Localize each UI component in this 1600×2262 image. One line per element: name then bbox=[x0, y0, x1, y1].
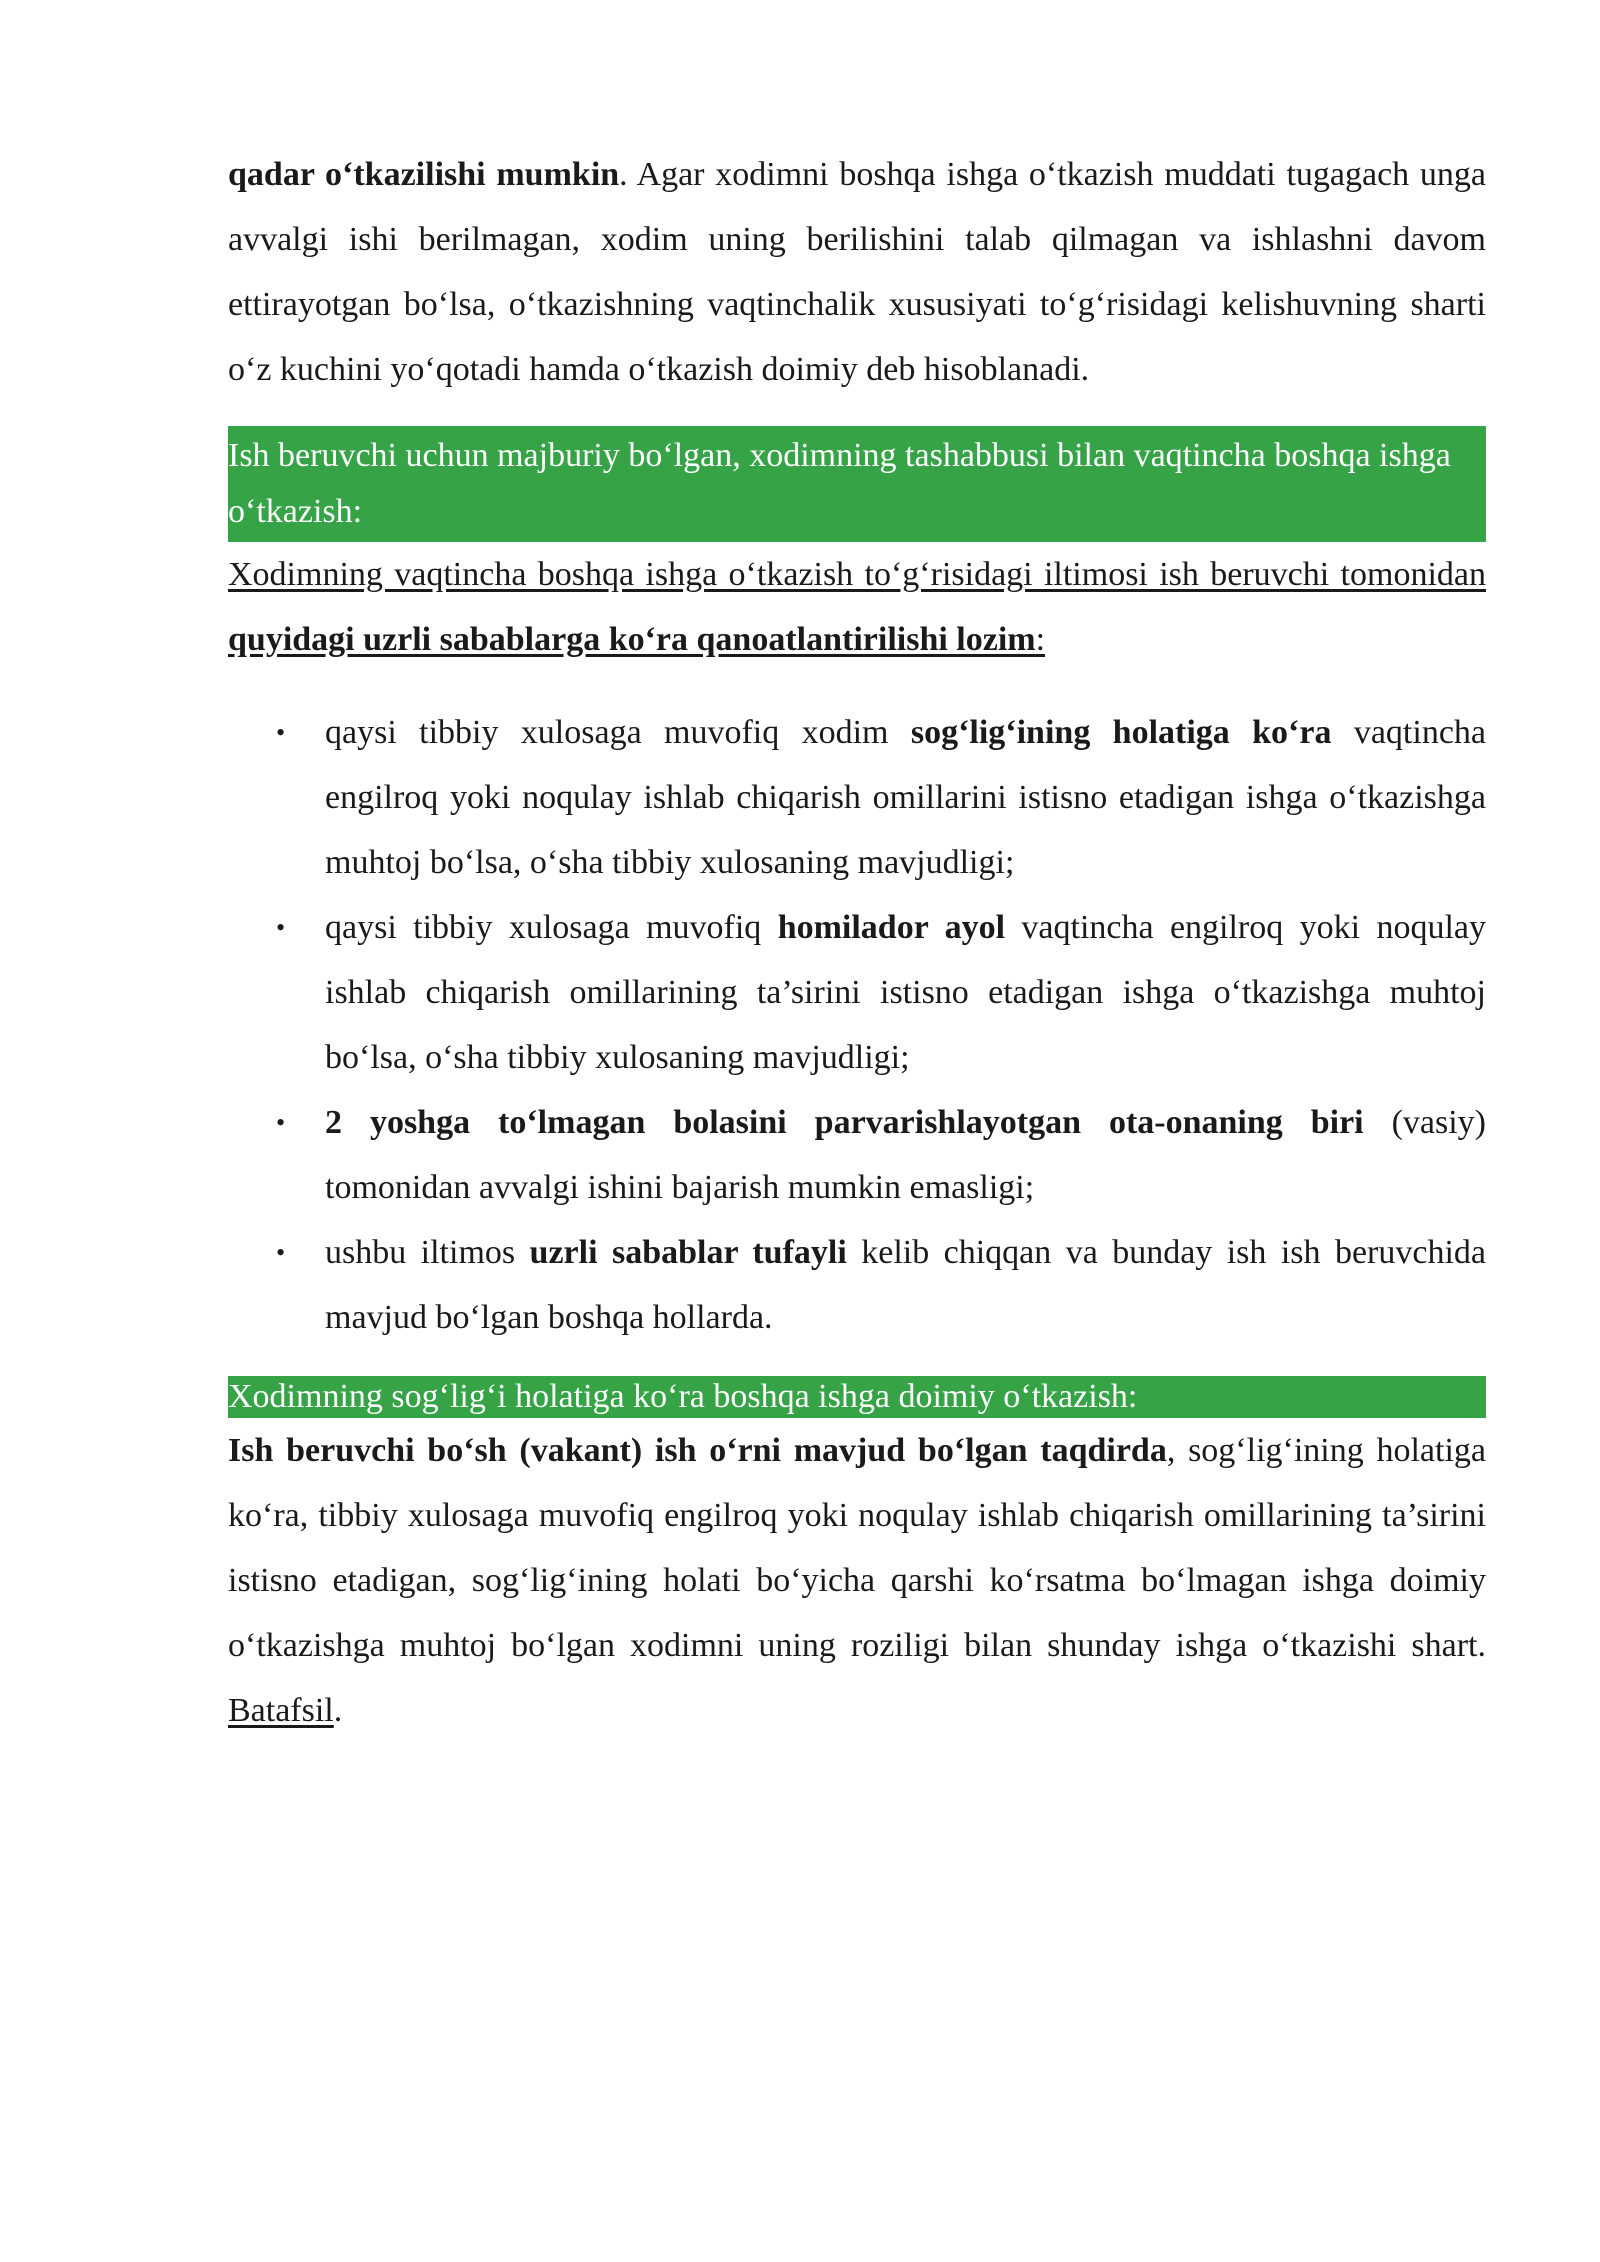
list-item bbox=[228, 895, 1486, 1090]
list-item bbox=[228, 700, 1486, 895]
list-item-text: vaqtincha engilroq yoki noqulay ishlab chiqarish omillarini istisno etadigan ishga o‘tkazishga muhtoj bo‘lsa, o‘sha tibbiy xulosaning mavjudligi; bbox=[325, 714, 1487, 881]
list-item bbox=[228, 1090, 1486, 1220]
paragraph-body: , sog‘lig‘ining holatiga ko‘ra, tibbiy xulosaga muvofiq engilroq yoki noqulay ishlab chiqarish omillarining ta’sirini istisno etadigan, sog‘lig‘ining holati bo‘yicha qarshi ko‘rsatma bo‘lmagan ishga doimiy o‘tkazishga muhtoj bo‘lgan xodimni uning roziligi bilan shunday ishga o‘tkazishi shart. bbox=[228, 1432, 1486, 1664]
section-heading-temporary-transfer bbox=[228, 426, 1486, 542]
bullet-icon: • bbox=[276, 913, 286, 942]
list-item bbox=[228, 1220, 1486, 1350]
underlined-text: Xodimning vaqtincha boshqa ishga o‘tkazish to‘g‘risidagi iltimosi ish beruvchi tomonidan bbox=[228, 556, 1486, 593]
list-item-text: qaysi tibbiy xulosaga muvofiq bbox=[325, 909, 778, 946]
list-item-text: kelib chiqqan va bunday ish ish beruvchida mavjud bo‘lgan boshqa hollarda. bbox=[325, 1234, 1486, 1336]
paragraph-body: . Agar xodimni boshqa ishga o‘tkazish muddati tugagach unga avvalgi ishi berilmagan, xodim uning berilishini talab qilmagan va ishlashni davom ettirayotgan bo‘lsa, o‘tkazishning vaqtinchalik xususiyati to‘g‘risidagi kelishuvning sharti o‘z kuchini yo‘qotadi hamda o‘tkazish doimiy deb hisoblanadi. bbox=[228, 156, 1486, 388]
list-item-bold: sog‘lig‘ining holatiga ko‘ra bbox=[910, 714, 1332, 751]
list-item-text: (vasiy) tomonidan avvalgi ishini bajarish mumkin emasligi; bbox=[325, 1104, 1486, 1206]
bold-underlined-text: quyidagi uzrli sabablarga ko‘ra qanoatlantirilishi lozim bbox=[228, 621, 1036, 658]
bold-lead: Ish beruvchi bo‘sh (vakant) ish o‘rni mavjud bo‘lgan taqdirda bbox=[228, 1432, 1167, 1469]
bullet-icon: • bbox=[276, 718, 286, 747]
list-item-text: vaqtincha engilroq yoki noqulay ishlab chiqarish omillarining ta’sirini istisno etadigan ishga o‘tkazishga muhtoj bo‘lsa, o‘sha tibbiy xulosaning mavjudligi; bbox=[325, 909, 1486, 1076]
details-link[interactable]: Batafsil bbox=[228, 1692, 334, 1729]
period: . bbox=[333, 1692, 343, 1729]
bullet-icon: • bbox=[276, 1108, 286, 1137]
document-page bbox=[228, 142, 1486, 1743]
paragraph-request-conditions bbox=[228, 542, 1486, 672]
list-item-text: ushbu iltimos bbox=[325, 1234, 530, 1271]
list-item-bold: 2 yoshga to‘lmagan bolasini parvarishlayotgan ota-onaning biri bbox=[325, 1104, 1364, 1141]
colon: : bbox=[1035, 621, 1046, 658]
list-item-text: qaysi tibbiy xulosaga muvofiq xodim bbox=[325, 714, 911, 751]
section-heading-permanent-transfer bbox=[228, 1376, 1486, 1418]
paragraph-permanent-transfer bbox=[228, 1418, 1486, 1743]
reasons-list bbox=[228, 700, 1486, 1350]
bullet-icon: • bbox=[276, 1238, 286, 1267]
paragraph-transfer-term bbox=[228, 142, 1486, 402]
heading-text: Ish beruvchi uchun majburiy bo‘lgan, xodimning tashabbusi bilan vaqtincha boshqa ishga o‘tkazish: bbox=[228, 437, 1451, 530]
heading-text: Xodimning sog‘lig‘i holatiga ko‘ra boshqa ishga doimiy o‘tkazish: bbox=[228, 1378, 1138, 1415]
bold-lead: qadar o‘tkazilishi mumkin bbox=[228, 156, 620, 193]
list-item-bold: homilador ayol bbox=[777, 909, 1006, 946]
list-item-bold: uzrli sabablar tufayli bbox=[529, 1234, 847, 1271]
